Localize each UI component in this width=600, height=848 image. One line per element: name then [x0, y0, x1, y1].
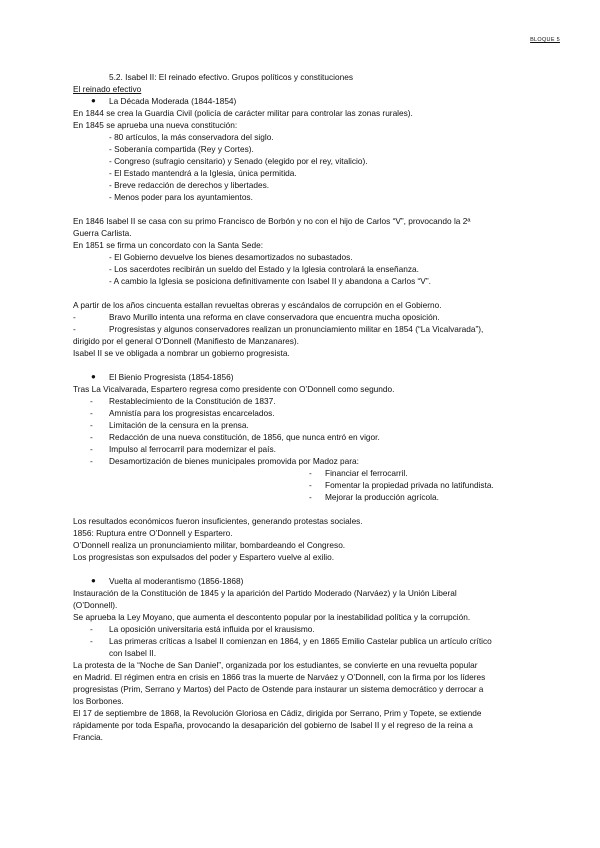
paragraph: Tras La Vicalvarada, Espartero regresa como presidente con O’Donnell como segundo. — [73, 384, 395, 394]
section-title: 5.2. Isabel II: El reinado efectivo. Grupos políticos y constituciones — [109, 72, 353, 82]
paragraph: en Madrid. El régimen entra en crisis en 1866 tras la muerte de Narváez y O’Donnell, con la firma por los líderes — [73, 672, 486, 682]
dash-icon: - — [90, 444, 93, 454]
list-item: - A cambio la Iglesia se posiciona definitivamente con Isabel II y abandona a Carlos “V”. — [109, 276, 431, 286]
list-item: - Los sacerdotes recibirán un sueldo del Estado y la Iglesia controlará la enseñanza. — [109, 264, 419, 274]
dash-item: - Impulso al ferrocarril para modernizar el país. — [90, 444, 276, 454]
dash-icon: - — [309, 468, 312, 478]
paragraph: El 17 de septiembre de 1868, la Revolución Gloriosa en Cádiz, dirigida por Serrano, Prim y Topete, se extiende — [73, 708, 482, 718]
list-item: - Breve redacción de derechos y libertades. — [109, 180, 270, 190]
dash-icon: - — [73, 312, 76, 322]
paragraph: Isabel II se ve obligada a nombrar un gobierno progresista. — [73, 348, 290, 358]
bullet-icon: ● — [91, 576, 96, 585]
header-tag: BLOQUE 5 — [530, 37, 560, 43]
paragraph: Los resultados económicos fueron insuficientes, generando protestas sociales. — [73, 516, 363, 526]
spacer — [73, 503, 535, 515]
dash-item: - Desamortización de bienes municipales promovida por Madoz para: — [90, 456, 359, 466]
paragraph: 1856: Ruptura entre O’Donnell y Espartero. — [73, 528, 233, 538]
paragraph: En 1844 se crea la Guardia Civil (policía de carácter militar para controlar las zonas rurales). — [73, 108, 413, 118]
paragraph: Se aprueba la Ley Moyano, que aumenta el descontento popular por la inestabilidad política y la corrupción. — [73, 612, 471, 622]
spacer — [73, 287, 535, 299]
dash-item: - La oposición universitaria está influida por el krausismo. — [90, 624, 315, 634]
paragraph: Los progresistas son expulsados del poder y Espartero vuelve al exilio. — [73, 552, 335, 562]
paragraph: La protesta de la “Noche de San Daniel”, organizada por los estudiantes, se convierte en una revuelta popular — [73, 660, 478, 670]
paragraph: En 1851 se firma un concordato con la Santa Sede: — [73, 240, 264, 250]
paragraph: Guerra Carlista. — [73, 228, 132, 238]
sub-dash-item: - Financiar el ferrocarril. — [309, 468, 408, 478]
bullet-heading-decada-moderada: ● La Década Moderada (1844-1854) — [91, 96, 237, 106]
dash-item: - Las primeras críticas a Isabel II comienzan en 1864, y en 1865 Emilio Castelar publica un artículo crítico — [90, 636, 492, 646]
bullet-icon: ● — [91, 96, 96, 105]
dash-item: - Bravo Murillo intenta una reforma en clave conservadora que encuentra mucha oposición. — [73, 312, 440, 322]
list-item: - 80 artículos, la más conservadora del siglo. — [109, 132, 274, 142]
bullet-heading-bienio-progresista: ● El Bienio Progresista (1854-1856) — [91, 372, 234, 382]
paragraph: Instauración de la Constitución de 1845 y la aparición del Partido Moderado (Narváez) y la Unión Liberal — [73, 588, 457, 598]
list-item: - Congreso (sufragio censitario) y Senado (elegido por el rey, vitalicio). — [109, 156, 368, 166]
sub-dash-item: - Fomentar la propiedad privada no latifundista. — [309, 480, 494, 490]
list-item: - El Gobierno devuelve los bienes desamortizados no subastados. — [109, 252, 353, 262]
paragraph: los Borbones. — [73, 696, 124, 706]
dash-icon: - — [73, 324, 76, 334]
spacer — [73, 563, 535, 575]
paragraph: Francia. — [73, 732, 103, 742]
dash-icon: - — [90, 408, 93, 418]
dash-icon: - — [90, 432, 93, 442]
bullet-heading-moderantismo: ● Vuelta al moderantismo (1856-1868) — [91, 576, 244, 586]
dash-item: - Amnistía para los progresistas encarcelados. — [90, 408, 275, 418]
subtitle: El reinado efectivo — [73, 84, 142, 94]
list-item: - Menos poder para los ayuntamientos. — [109, 192, 253, 202]
dash-icon: - — [309, 480, 312, 490]
dash-icon: - — [90, 396, 93, 406]
dash-icon: - — [90, 624, 93, 634]
dash-item: - Progresistas y algunos conservadores realizan un pronunciamiento militar en 1854 (“La Vicalvarada”), — [73, 324, 484, 334]
paragraph: dirigido por el general O’Donnell (Manifiesto de Manzanares). — [73, 336, 299, 346]
spacer — [73, 359, 535, 371]
dash-item: - Redacción de una nueva constitución, de 1856, que nunca entró en vigor. — [90, 432, 380, 442]
paragraph: rápidamente por toda España, provocando la desaparición del gobierno de Isabel II y el regreso de la reina a — [73, 720, 473, 730]
list-item: - El Estado mantendrá a la Iglesia, única permitida. — [109, 168, 297, 178]
bullet-icon: ● — [91, 372, 96, 381]
dash-icon: - — [90, 456, 93, 466]
spacer — [73, 203, 535, 215]
paragraph: A partir de los años cincuenta estallan revueltas obreras y escándalos de corrupción en el Gobierno. — [73, 300, 442, 310]
dash-icon: - — [90, 636, 93, 646]
dash-item-continuation: con Isabel II. — [109, 648, 157, 658]
paragraph: O’Donnell realiza un pronunciamiento militar, bombardeando el Congreso. — [73, 540, 346, 550]
document-body — [73, 71, 535, 743]
paragraph: progresistas (Prim, Serrano y Martos) del Pacto de Ostende para instaurar un sistema democrático y derrocar a — [73, 684, 484, 694]
sub-dash-item: - Mejorar la producción agrícola. — [309, 492, 439, 502]
dash-icon: - — [90, 420, 93, 430]
paragraph: En 1845 se aprueba una nueva constitución: — [73, 120, 238, 130]
dash-item: - Restablecimiento de la Constitución de 1837. — [90, 396, 276, 406]
list-item: - Soberanía compartida (Rey y Cortes). — [109, 144, 254, 154]
paragraph: En 1846 Isabel II se casa con su primo Francisco de Borbón y no con el hijo de Carlos “V”, provocando la 2ª — [73, 216, 471, 226]
dash-icon: - — [309, 492, 312, 502]
dash-item: - Limitación de la censura en la prensa. — [90, 420, 249, 430]
paragraph: (O’Donnell). — [73, 600, 118, 610]
